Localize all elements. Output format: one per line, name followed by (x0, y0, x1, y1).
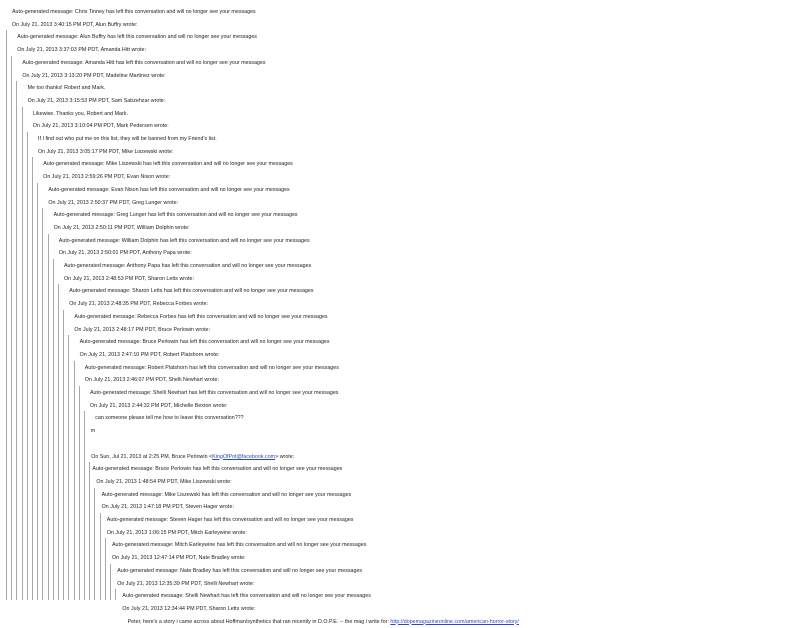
quote-bar (16, 81, 17, 600)
message-text: Auto-generated message: Sharon Letts has left this conversation and will no longer see your messages (69, 288, 314, 295)
message-text: Auto-generated message: Shelli Newhart has left this conversation and will no longer see your messages (122, 593, 371, 600)
message-text: On July 21, 2013 12:35:39 PM PDT, Shelli Newhart wrote: (117, 580, 255, 587)
message-text: Auto-generated message: William Dolphin has left this conversation and will no longer see your messages (58, 237, 310, 244)
message-line (80, 349, 220, 362)
message-line (74, 311, 327, 324)
quote-bar (32, 157, 33, 600)
message-text: On July 21, 2013 1:06:15 PM PDT, Mitch Earleywine wrote: (106, 529, 247, 536)
message-text: can someone please tell me how to leave this conversation??? (95, 415, 244, 422)
message-line (38, 133, 217, 146)
message-line (85, 362, 339, 375)
message-line (102, 489, 352, 502)
quote-bar (22, 107, 23, 600)
message-line (92, 463, 342, 476)
message-line (43, 171, 170, 184)
message-text: Auto-generated message: Mike Liszewski has left this conversation and will no longer see your messages (101, 491, 352, 498)
message-text: Auto-generated message: Shelli Newhart has left this conversation and will no longer see your messages (90, 390, 339, 396)
message-text: On July 21, 2013 2:50:11 PM PDT, William Dolphin wrote: (53, 224, 190, 231)
message-text: On July 21, 2013 2:48:17 PM PDT, Bruce Perlowin wrote: (74, 326, 211, 333)
message-line (43, 158, 293, 171)
message-text: Auto-generated message: Robert Platshorn has left this conversation and will no longer see your messages (84, 364, 339, 371)
quote-bar (84, 411, 85, 600)
message-line (33, 108, 128, 121)
quote-bar (63, 310, 64, 600)
message-line (22, 70, 165, 83)
message-line (112, 552, 246, 565)
message-text: Auto-generated message: Mike Liszewski has left this conversation and will no longer see your messages (43, 161, 293, 168)
message-text: If I find out who put me on this list, they will be banned from my Friend's list. (38, 136, 217, 142)
quote-bar (58, 284, 59, 600)
message-line (12, 19, 137, 32)
message-text: Peter, here's a story i came across about Hoffman/synthetics that ran recently in D.O.P.E. -- the mag i write for: (127, 618, 391, 625)
message-line (85, 374, 219, 387)
message-text: On July 21, 2013 2:50:37 PM PDT, Greg Lunger wrote: (48, 199, 179, 206)
message-text: Likewise. Thanks you, Robert and Mark. (32, 110, 128, 117)
quote-bar (105, 538, 106, 600)
quote-bar (100, 513, 101, 600)
message-text: On July 21, 2013 3:13:20 PM PDT, Madeline Martinez wrote: (22, 72, 166, 79)
message-text: Auto-generated message: Nate Bradley has left this conversation and will no longer see your messages (117, 567, 363, 574)
message-line-with-link (128, 616, 519, 628)
message-line (122, 603, 255, 616)
message-text: Auto-generated message: Bruce Perlowin has left this conversation and will no longer see your messages (92, 466, 343, 473)
message-line (69, 298, 208, 311)
message-text: Me too thanks! Robert and Mark. (27, 85, 106, 92)
message-line (54, 209, 298, 222)
message-line (48, 184, 289, 197)
message-line (102, 501, 234, 514)
message-link[interactable]: KingOfPot@facebook.com (212, 453, 276, 460)
message-link[interactable]: http://dopemagazineonline.com/american-horror-story/ (390, 618, 519, 625)
message-line (22, 57, 265, 70)
message-line (33, 120, 169, 133)
message-line (117, 565, 362, 578)
message-line (28, 82, 106, 95)
message-line-with-link (91, 451, 294, 464)
message-text: Auto-generated message: Evan Nison has left this conversation and will no longer see your messages (48, 186, 290, 193)
message-line (64, 260, 311, 273)
message-text: Auto-generated message: Steven Hager has left this conversation and will no longer see your messages (106, 517, 354, 523)
message-text: On July 21, 2013 3:10:04 PM PDT, Mark Pedersen wrote: (32, 123, 169, 130)
quote-bar (27, 132, 28, 600)
message-text: Auto-generated message: Bruce Perlowin has left this conversation and will no longer see your messages (79, 339, 330, 346)
message-text: On July 21, 2013 1:47:18 PM PDT, Steven Hager wrote: (101, 504, 234, 511)
quote-bar (110, 564, 111, 600)
message-line (90, 400, 227, 413)
message-line (80, 336, 330, 349)
message-text: On July 21, 2013 2:50:01 PM PDT, Anthony Papa wrote: (58, 250, 192, 257)
message-text: On Sun, Jul 21, 2013 at 2:25 PM, Bruce Perlowin < (91, 453, 213, 460)
message-line (28, 95, 166, 108)
message-text: On July 21, 2013 3:40:15 PM PDT, Alun Buffry wrote: (12, 21, 138, 28)
message-line (90, 387, 338, 400)
quote-bar (42, 208, 43, 600)
message-line (54, 222, 190, 235)
message-line (59, 247, 192, 260)
quote-bar (6, 30, 7, 600)
message-line (107, 514, 354, 527)
message-text: On July 21, 2013 3:05:17 PM PDT, Mike Liszewski wrote: (38, 148, 174, 155)
message-line (112, 539, 366, 552)
message-text: On July 21, 2013 2:59:26 PM PDT, Evan Nison wrote: (43, 174, 171, 181)
quote-bar (48, 234, 49, 600)
message-line (12, 6, 256, 19)
message-text: Auto-generated message: Chris Tinney has left this conversation and will no longer see your messages (12, 9, 256, 15)
message-line (17, 31, 257, 44)
message-line (74, 324, 210, 337)
message-line (17, 44, 146, 57)
message-text: On July 21, 2013 12:47:14 PM PDT, Nate Bradley wrote: (112, 555, 246, 562)
message-text: On July 21, 2013 2:48:35 PM PDT, Rebecca Forbes wrote: (69, 301, 209, 308)
quote-bar (94, 488, 95, 600)
message-line (117, 578, 254, 591)
message-text: Auto-generated message: Amanda Hitt has left this conversation and will no longer see your messages (22, 59, 266, 66)
message-text: On July 21, 2013 2:48:53 PM PDT, Sharon Letts wrote: (64, 275, 195, 282)
message-line (95, 412, 243, 425)
message-text: On July 21, 2013 2:46:07 PM PDT, Shelli Newhart wrote: (84, 377, 219, 384)
message-text: On July 21, 2013 2:47:10 PM PDT, Robert Platshorn wrote: (79, 351, 220, 358)
quote-bar (89, 462, 90, 600)
message-text-suffix: > wrote: (275, 453, 295, 460)
message-line (64, 273, 194, 286)
message-line (96, 476, 231, 489)
message-text: Auto-generated message: Greg Lunger has left this conversation and will no longer see your messages (53, 212, 298, 219)
quote-bar (37, 183, 38, 600)
message-line (91, 425, 95, 438)
quote-bar (115, 589, 116, 600)
quote-bar (53, 259, 54, 600)
message-line (107, 527, 247, 540)
message-text: On July 21, 2013 3:15:53 PM PDT, Sam Sabzehzar wrote: (27, 97, 166, 104)
message-text: Auto-generated message: Rebecca Forbes has left this conversation and will no longer see your messages (74, 313, 328, 320)
message-line (69, 285, 313, 298)
quote-bar (74, 361, 75, 600)
message-text: Auto-generated message: Mitch Earleywine has left this conversation and will no longer see your messages (112, 542, 367, 549)
message-line (48, 197, 178, 210)
message-text: Auto-generated message: Alun Buffry has left this conversation and will no longer see your messages (17, 34, 257, 41)
message-text: On July 21, 2013 1:48:54 PM PDT, Mike Liszewski wrote: (96, 478, 232, 485)
message-line (59, 235, 310, 248)
message-text: On July 21, 2013 3:37:03 PM PDT, Amanda Hitt wrote: (17, 47, 146, 54)
quote-bar (68, 335, 69, 600)
message-text: Auto-generated message: Anthony Papa has left this conversation and will no longer see your messages (64, 263, 312, 269)
message-line (38, 146, 173, 159)
message-text: On July 21, 2013 12:34:44 PM PDT, Sharon Letts wrote: (122, 605, 256, 612)
quote-bar (79, 386, 80, 600)
message-text: On July 21, 2013 2:44:32 PM PDT, Michelle Bexton wrote: (90, 402, 228, 409)
message-line (122, 590, 370, 603)
message-text: m (90, 428, 96, 435)
quote-bar (11, 56, 12, 600)
